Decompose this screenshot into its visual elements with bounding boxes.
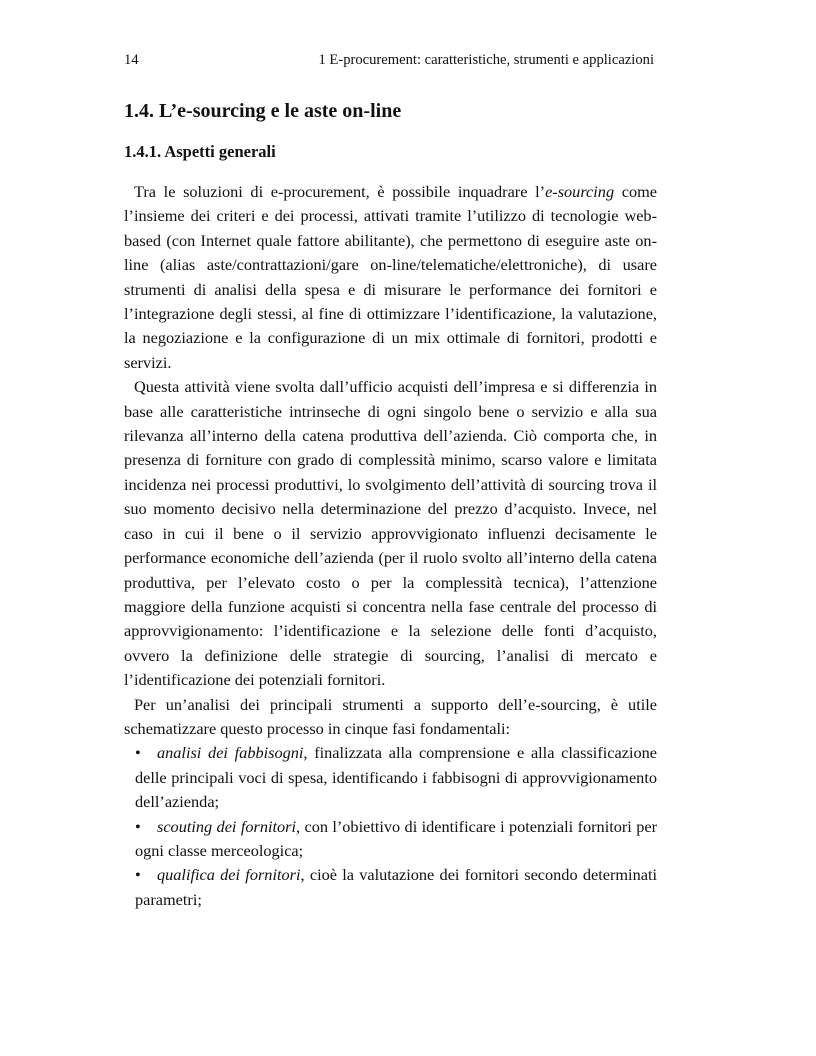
section-title: 1.4. L’e-sourcing e le aste on-line [124,100,402,122]
page-content [124,98,657,912]
running-title: 1 E-procurement: caratteristiche, strumenti e applicazioni [318,52,654,68]
list-item-term: qualifica dei fornitori [157,865,301,885]
list-item [135,741,657,814]
list-item-term: scouting dei fornitori [157,816,297,836]
paragraph-3: Per un’analisi dei principali strumenti a supporto dell’e-sourcing, è utile schematizzare questo processo in cinque fasi fondamentali: [124,694,657,738]
subsection-title: 1.4.1. Aspetti generali [124,142,276,161]
list-item-text: , cioè la valutazione dei fornitori secondo determinati parametri; [135,865,657,909]
paragraph-1 [124,180,657,375]
e-sourcing-term: e-sourcing [545,182,615,201]
bullet: • [135,816,141,836]
list-item [135,815,657,864]
paragraph-1-rest: come l’insieme dei criteri e dei processi, attivati tramite l’utilizzo di tecnologie web-based (con Internet quale fattore abilitante), che permettono di eseguire aste on-line (alias aste/contrattazioni/gare on-line/telematiche/elettroniche), di usare strumenti di analisi della spesa e di misurare le performance dei fornitori e l’integrazione degli stessi, al fine di ottimizzare l’identificazione, la valutazione, la negoziazione e la configurazione di un mix ottimale di fornitori, prodotti e servizi. [124,182,658,372]
bullet: • [135,743,141,763]
body-text [124,180,657,912]
page-number: 14 [124,52,139,68]
list-item-text: , finalizzata alla comprensione e alla classificazione delle principali voci di spesa, identificando i fabbisogni di approvvigionamento dell’azienda; [135,743,657,812]
paragraph-1-start: Tra le soluzioni di e-procurement, è possibile inquadrare l’ [134,182,546,201]
page-header [124,52,657,72]
phases-list [124,741,657,912]
list-item-text: , con l’obiettivo di identificare i potenziali fornitori per ogni classe merceologica; [135,816,657,860]
paragraph-2: Questa attività viene svolta dall’ufficio acquisti dell’impresa e si differenzia in base alle caratteristiche intrinseche di ogni singolo bene o servizio e alla sua rilevanza all’interno della catena produttiva dell’azienda. Ciò comporta che, in presenza di forniture con grado di complessità minimo, scarso valore e limitata incidenza nei processi produttivi, lo svolgimento dell’attività di sourcing trova il suo momento decisivo nella determinazione del prezzo d’acquisto. Invece, nel caso in cui il bene o il servizio approvvigionato influenzi decisamente le performance economiche dell’azienda (per il ruolo svolto all’interno della catena produttiva, per l’elevato costo o per la complessità tecnica), l’attenzione maggiore della funzione acquisti si concentra nella fase centrale del processo di approvvigionamento: l’identificazione e la selezione delle fonti d’acquisto, ovvero la definizione delle strategie di sourcing, l’analisi di mercato e l’identificazione dei potenziali fornitori. [124,377,657,690]
bullet: • [135,865,141,885]
list-item-term: analisi dei fabbisogni [157,743,304,763]
list-item [135,863,657,912]
